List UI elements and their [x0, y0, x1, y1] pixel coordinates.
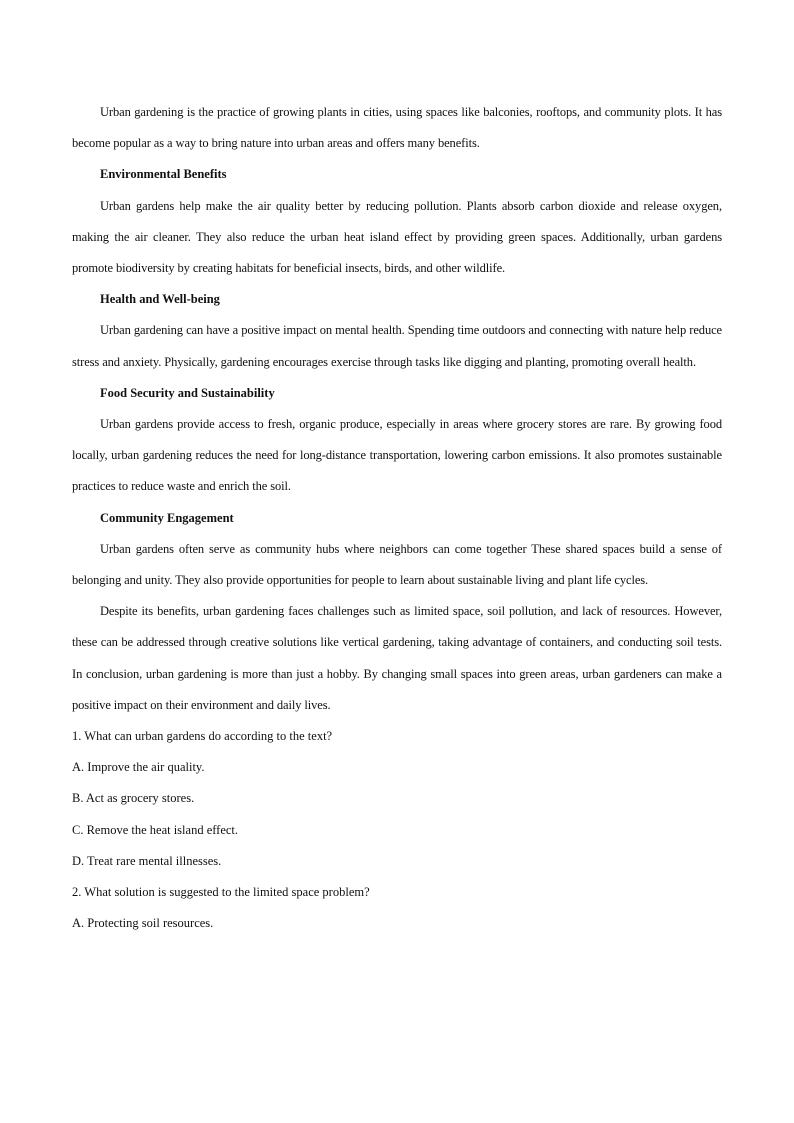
question-1-prompt: 1. What can urban gardens do according to the text? — [72, 729, 333, 744]
section-body-community: Urban gardens often serve as community hubs where neighbors can come together These shared spaces build a sense of belonging and unity. They also provide opportunities for people to learn about sustainable living and plant life cycles. — [72, 541, 722, 588]
section-heading-community: Community Engagement — [100, 510, 234, 525]
section-body-health: Urban gardening can have a positive impact on mental health. Spending time outdoors and connecting with nature help reduce stress and anxiety. Physically, gardening encourages exercise through tasks like digging and planting, promoting overall health. — [72, 323, 722, 369]
section-heading-environmental: Environmental Benefits — [100, 167, 227, 182]
document-page — [72, 97, 722, 939]
question-1-option-a: A. Improve the air quality. — [72, 760, 205, 775]
section-body-environmental: Urban gardens help make the air quality better by reducing pollution. Plants absorb carbon dioxide and release oxygen, making the air cleaner. They also reduce the urban heat island effect by providing green spaces. Additionally, urban gardens promote biodiversity by creating habitats for beneficial insects, birds, and other wildlife. — [72, 198, 722, 276]
question-2-prompt: 2. What solution is suggested to the limited space problem? — [72, 885, 370, 900]
conclusion-paragraph: Despite its benefits, urban gardening faces challenges such as limited space, soil pollution, and lack of resources. However, these can be addressed through creative solutions like vertical gardening, taking advantage of containers, and conducting soil tests. In conclusion, urban gardening is more than just a hobby. By changing small spaces into green areas, urban gardeners can make a positive impact on their environment and daily lives. — [72, 604, 722, 712]
question-2-option-a: A. Protecting soil resources. — [72, 916, 214, 931]
question-1-option-d: D. Treat rare mental illnesses. — [72, 853, 222, 868]
section-heading-health: Health and Well-being — [100, 292, 220, 307]
section-heading-food-security: Food Security and Sustainability — [100, 385, 275, 400]
question-1-option-c: C. Remove the heat island effect. — [72, 822, 239, 837]
question-1-option-b: B. Act as grocery stores. — [72, 791, 195, 806]
intro-paragraph: Urban gardening is the practice of growing plants in cities, using spaces like balconies, rooftops, and community plots. It has become popular as a way to bring nature into urban areas and offers many benefits. — [72, 105, 722, 151]
section-body-food-security: Urban gardens provide access to fresh, organic produce, especially in areas where grocery stores are rare. By growing food locally, urban gardening reduces the need for long-distance transportation, lowering carbon emissions. It also promotes sustainable practices to reduce waste and enrich the soil. — [72, 417, 722, 494]
